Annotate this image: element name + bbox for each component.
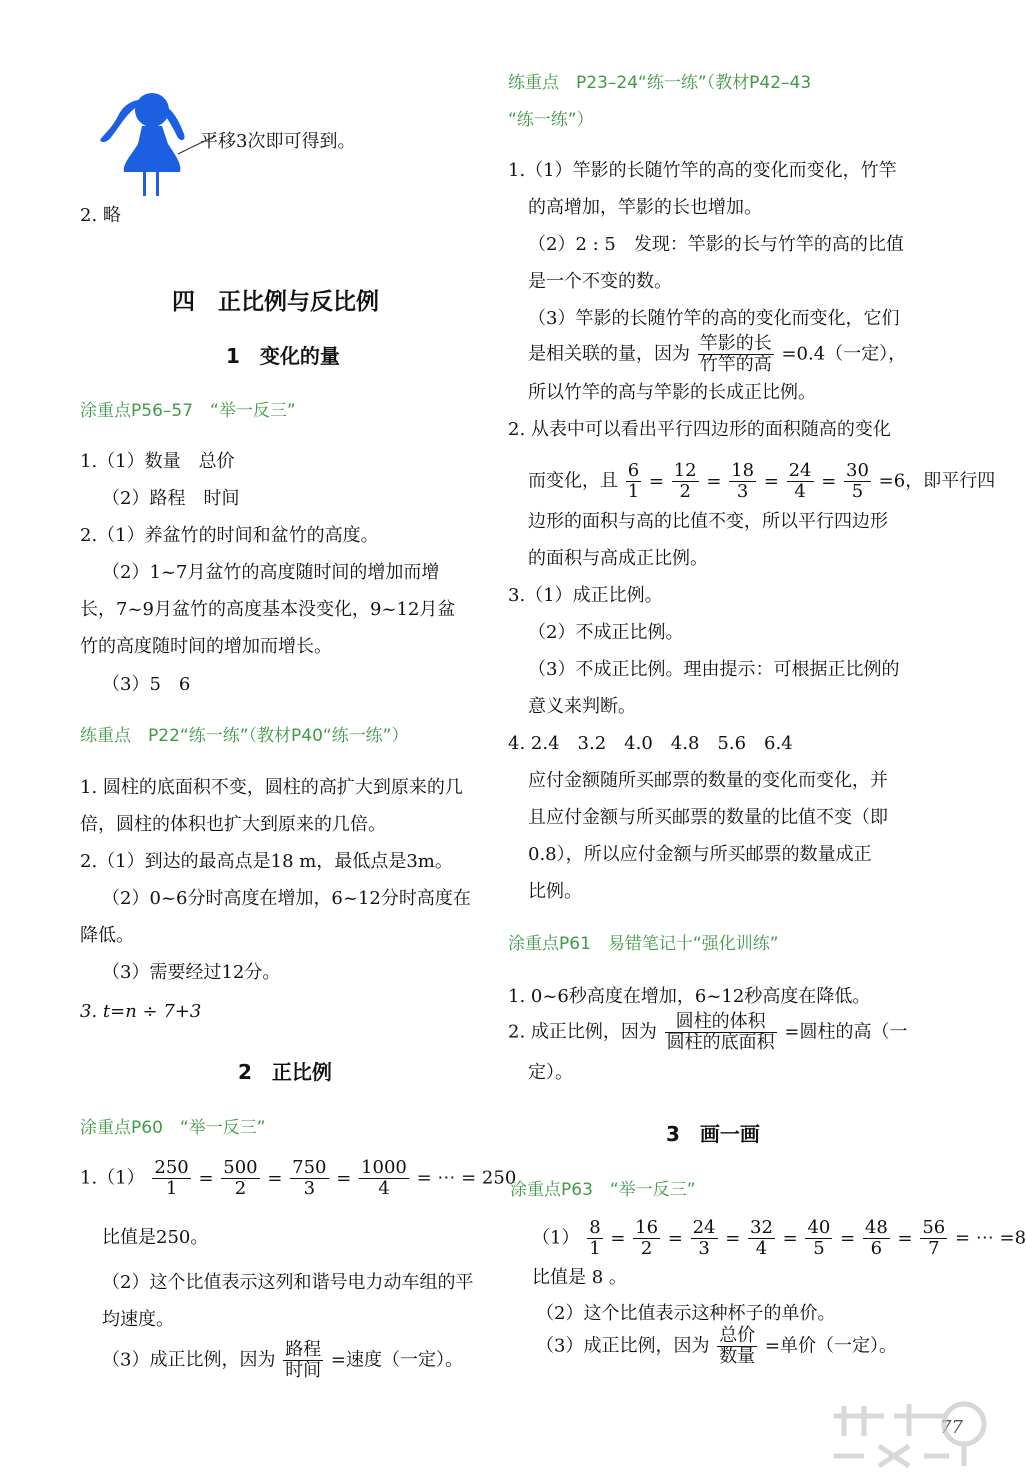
answer-line: 3. t=n ÷ 7+3: [80, 1001, 202, 1022]
fraction-numerator: 路程: [285, 1339, 322, 1360]
answer-line: （2）这个比值表示这列和谐号电力动车组的平: [102, 1272, 474, 1293]
fraction-denominator: 4: [755, 1238, 768, 1259]
fraction-numerator: 48: [864, 1217, 888, 1238]
fraction: [283, 1340, 323, 1381]
fraction-numerator: 32: [750, 1217, 773, 1238]
answer-formula: [528, 461, 995, 502]
section-2-heading-1: 涂重点P60 “举一反三”: [80, 1118, 266, 1138]
fraction-numerator: 56: [922, 1217, 946, 1238]
answer-formula: [528, 334, 906, 375]
formula-prefix: 是相关联的量，因为: [528, 343, 690, 365]
fraction: [691, 1218, 718, 1259]
answer-line: 边形的面积与高的比值不变，所以平行四边形: [528, 511, 888, 532]
section-1-heading-1: 涂重点P56–57 “举一反三”: [80, 401, 296, 421]
fraction-denominator: 4: [794, 481, 806, 502]
answer-line: （2）不成正比例。: [528, 622, 684, 643]
fraction-numerator: 12: [673, 460, 697, 481]
fraction-denominator: 6: [870, 1238, 883, 1259]
formula-prefix: （1）: [532, 1227, 580, 1249]
answer-line: （2）0~6分时高度在增加，6~12分时高度在: [102, 888, 471, 909]
fraction-denominator: 2: [640, 1238, 653, 1259]
fraction: [359, 1158, 409, 1199]
formula-tail: =单价（一定）。: [764, 1335, 898, 1357]
answer-line: 且应付金额与所买邮票的数量的比值不变（即: [528, 807, 888, 828]
fraction: [665, 1012, 777, 1053]
fraction: [626, 461, 641, 502]
formula-tail: =6，即平行四: [878, 470, 996, 492]
answer-line: 应付金额随所买邮票的数量的变化而变化，并: [528, 770, 888, 791]
equals-sign: =: [719, 1227, 747, 1249]
formula-prefix: （3）成正比例，因为: [102, 1349, 276, 1371]
fraction: [672, 461, 699, 502]
answer-formula: [102, 1340, 463, 1381]
fraction-denominator: 1: [627, 481, 640, 502]
formula-tail: = ⋯ = 250: [416, 1167, 517, 1189]
fraction: [863, 1218, 890, 1259]
watermark-logo-icon: [824, 1396, 1000, 1472]
answer-line: （2）路程 时间: [102, 488, 240, 509]
answer-line: （2）2 : 5 发现：竿影的长与竹竿的高的比值: [528, 234, 904, 255]
right-heading-1-cont: “练一练”）: [508, 110, 594, 130]
fraction-numerator: 30: [846, 460, 869, 481]
fraction-chain: [624, 460, 879, 502]
fraction: [633, 1218, 660, 1259]
answer-line: 的高增加，竿影的长也增加。: [528, 197, 762, 218]
fraction: [717, 1326, 757, 1367]
answer-line: 3.（1）成正比例。: [508, 585, 663, 606]
chapter-title: 四 正比例与反比例: [172, 289, 379, 315]
answer-line: 降低。: [80, 925, 134, 946]
equals-sign: =: [891, 1227, 919, 1249]
fraction-numerator: 6: [627, 460, 640, 481]
answer-formula: [532, 1218, 1026, 1259]
answer-line: 均速度。: [102, 1309, 174, 1330]
equals-sign: =: [776, 1227, 804, 1249]
answer-line: 比值是 8 。: [532, 1267, 627, 1288]
fraction-numerator: 竿影的长: [699, 333, 772, 354]
fraction-denominator: 2: [234, 1178, 247, 1199]
doll-caption: 平移3次即可得到。: [200, 131, 356, 152]
section-3-heading-1: 涂重点P63 “举一反三”: [510, 1180, 696, 1200]
fraction: [920, 1218, 947, 1259]
fraction: [748, 1218, 775, 1259]
answer-line: （3）需要经过12分。: [102, 962, 281, 983]
equals-sign: =: [662, 1227, 689, 1249]
fraction-numerator: 24: [692, 1217, 716, 1238]
answer-formula: [80, 1158, 516, 1199]
equals-sign: =: [815, 470, 843, 492]
fraction-denominator: 2: [679, 481, 691, 502]
answer-line: 的面积与高成正比例。: [528, 548, 708, 569]
answer-line: 比值是250。: [102, 1227, 209, 1248]
fraction: [844, 461, 871, 502]
answer-line: 2.（1）养盆竹的时间和盆竹的高度。: [80, 525, 379, 546]
answer-line: 竹的高度随时间的增加而增长。: [80, 636, 332, 657]
fraction: [805, 1218, 832, 1259]
answer-line: 所以竹竿的高与竿影的长成正比例。: [528, 382, 816, 403]
answer-line: 1. 0~6秒高度在增加，6~12秒高度在降低。: [508, 986, 871, 1007]
fraction: [729, 461, 756, 502]
answer-formula: [536, 1326, 897, 1367]
answer-line: 4. 2.4 3.2 4.0 4.8 5.6 6.4: [508, 733, 793, 754]
fraction: [152, 1158, 190, 1199]
answer-line: 1. 圆柱的底面积不变，圆柱的高扩大到原来的几: [80, 777, 463, 798]
fraction-denominator: 7: [928, 1238, 940, 1259]
section-2-title: 2 正比例: [238, 1060, 332, 1084]
fraction-numerator: 40: [807, 1217, 831, 1238]
item-2-brief: 2. 略: [80, 205, 121, 226]
answer-line: 1.（1）数量 总价: [80, 451, 235, 472]
answer-line: 1.（1）竿影的长随竹竿的高的变化而变化，竹竿: [508, 160, 897, 181]
answer-line: 定）。: [528, 1062, 573, 1083]
doll-figure-icon: [98, 92, 188, 204]
fraction-denominator: 5: [813, 1238, 825, 1259]
fraction-denominator: 1: [589, 1238, 601, 1259]
fraction-denominator: 4: [378, 1178, 390, 1199]
formula-prefix: 2. 成正比例，因为: [508, 1021, 657, 1043]
fraction: [787, 461, 814, 502]
answer-formula: [508, 1012, 907, 1053]
answer-line: （3）竿影的长随竹竿的高的变化而变化，它们: [528, 308, 900, 329]
equals-sign: =: [604, 1227, 632, 1249]
fraction-numerator: 圆柱的体积: [665, 1012, 777, 1033]
fraction-numerator: 250: [154, 1157, 189, 1178]
answer-line: 0.8），所以应付金额与所买邮票的数量成正: [528, 844, 872, 865]
formula-tail: = ⋯ =8: [955, 1227, 1026, 1249]
formula-prefix: 而变化，且: [528, 470, 618, 492]
formula-tail: =0.4（一定），: [781, 343, 907, 365]
answer-line: 长，7~9月盆竹的高度基本没变化，9~12月盆: [80, 599, 456, 620]
equals-sign: =: [758, 470, 785, 492]
fraction-numerator: 750: [292, 1157, 327, 1178]
fraction: [221, 1158, 259, 1199]
fraction-denominator: 1: [165, 1178, 178, 1199]
equals-sign: =: [330, 1167, 358, 1189]
formula-prefix: （3）成正比例，因为: [536, 1335, 710, 1357]
answer-line: 2.（1）到达的最高点是18 m，最低点是3m。: [80, 851, 453, 872]
answer-line: 倍，圆柱的体积也扩大到原来的几倍。: [80, 814, 386, 835]
formula-tail: =速度（一定）。: [330, 1349, 464, 1371]
answer-line: （2）1~7月盆竹的高度随时间的增加而增: [102, 562, 440, 583]
fraction-chain: [585, 1217, 955, 1259]
answer-line: 比例。: [528, 881, 582, 902]
section-1-heading-2: 练重点 P22“练一练”（教材P40“练一练”）: [80, 726, 409, 746]
fraction-chain: [150, 1157, 416, 1199]
formula-tail: =圆柱的高（一: [784, 1021, 908, 1043]
fraction-numerator: 24: [788, 460, 812, 481]
formula-prefix: 1.（1）: [80, 1167, 145, 1189]
fraction-denominator: 5: [851, 481, 864, 502]
equals-sign: =: [700, 470, 728, 492]
fraction-denominator: 竹竿的高: [699, 354, 772, 375]
fraction-denominator: 圆柱的底面积: [666, 1032, 775, 1053]
answer-line: （2）这个比值表示这种杯子的单价。: [536, 1303, 836, 1324]
section-3-title: 3 画一画: [666, 1122, 760, 1146]
fraction: [290, 1158, 328, 1199]
fraction: [587, 1218, 602, 1259]
answer-line: （3）5 6: [102, 674, 191, 695]
fraction-numerator: 8: [589, 1217, 601, 1238]
fraction-denominator: 数量: [719, 1346, 756, 1367]
fraction-denominator: 3: [698, 1238, 710, 1259]
section-1-title: 1 变化的量: [226, 344, 340, 368]
fraction-numerator: 500: [223, 1157, 258, 1178]
fraction-denominator: 3: [736, 481, 749, 502]
fraction-denominator: 时间: [285, 1360, 322, 1381]
answer-line: 意义来判断。: [528, 696, 636, 717]
fraction-numerator: 总价: [719, 1325, 756, 1346]
fraction-numerator: 18: [731, 460, 755, 481]
equals-sign: =: [261, 1167, 289, 1189]
answer-line: 是一个不变的数。: [528, 271, 672, 292]
answer-line: （3）不成正比例。理由提示：可根据正比例的: [528, 659, 900, 680]
equals-sign: =: [643, 470, 670, 492]
equals-sign: =: [192, 1167, 220, 1189]
fraction: [698, 334, 774, 375]
page-number: 77: [940, 1417, 963, 1438]
equals-sign: =: [834, 1227, 861, 1249]
fraction-denominator: 3: [303, 1178, 316, 1199]
right-heading-1: 练重点 P23–24“练一练”（教材P42–43: [508, 73, 812, 93]
fraction-numerator: 16: [635, 1217, 659, 1238]
fraction-numerator: 1000: [361, 1157, 407, 1178]
right-heading-2: 涂重点P61 易错笔记十“强化训练”: [508, 934, 779, 954]
answer-line: 2. 从表中可以看出平行四边形的面积随高的变化: [508, 419, 891, 440]
